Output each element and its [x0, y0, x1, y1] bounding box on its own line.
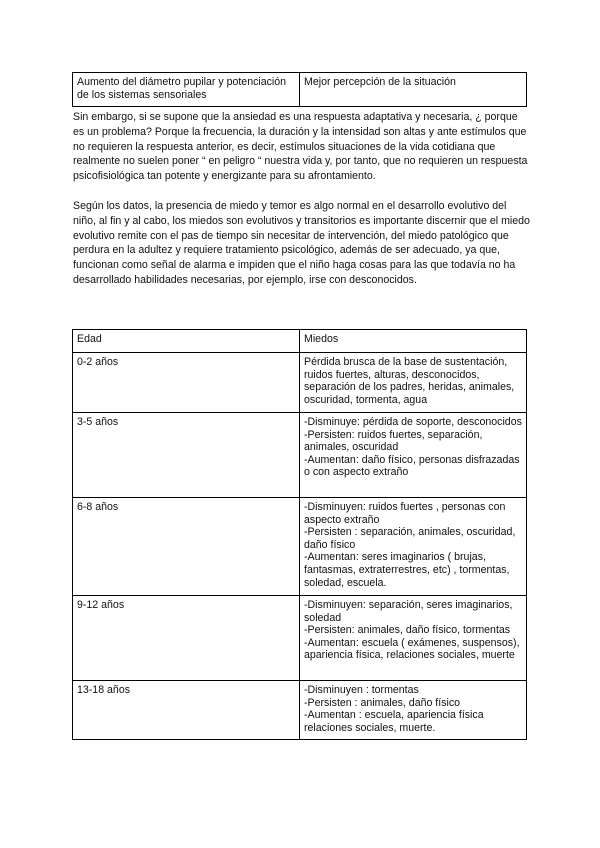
- header-fears: Miedos: [300, 330, 527, 353]
- age-cell: 13-18 años: [73, 681, 300, 740]
- fears-line: -Aumentan: seres imaginarios ( brujas, fantasmas, extraterrestres, etc) , tormentas, soledad, escuela.: [304, 551, 510, 589]
- age-cell: 6-8 años: [73, 498, 300, 596]
- table-row: [73, 353, 527, 413]
- fears-cell: [300, 498, 527, 596]
- fears-line: -Disminuyen: separación, seres imaginarios, soledad: [304, 599, 513, 624]
- age-cell: 9-12 años: [73, 596, 300, 681]
- fears-line: -Persisten : animales, daño físico: [304, 696, 461, 709]
- fears-cell: [300, 596, 527, 681]
- paragraph-anxiety: Sin embargo, si se supone que la ansiedad es una respuesta adaptativa y necesaria, ¿ porque es un problema? Porque la frecuencia, la duración y la intensidad son altas y ante estímulos que no requieren la respuesta anterior, es decir, estímulos situaciones de la vida cotidiana que realmente no suelen poner “ en peligro “ nuestra vida y, por tanto, que no requieren un respuesta psicofisiológica tan potente y energizante para su afrontamiento.: [73, 111, 528, 183]
- effect-cell: Mejor percepción de la situación: [300, 73, 527, 107]
- fears-line: Pérdida brusca de la base de sustentación, ruidos fuertes, alturas, desconocidos, separación de los padres, heridas, animales, oscuridad, tormenta, agua: [304, 356, 515, 406]
- fears-line: -Disminuyen: ruidos fuertes , personas con aspecto extraño: [304, 501, 506, 526]
- symptoms-table: [72, 72, 527, 107]
- fears-line: -Persisten: ruidos fuertes, separación, animales, oscuridad: [304, 428, 483, 454]
- age-cell: 0-2 años: [73, 353, 300, 413]
- table-row: [73, 498, 527, 596]
- fears-line: -Persisten : separación, animales, oscuridad, daño físico: [304, 526, 516, 551]
- fears-line: -Disminuye: pérdida de soporte, desconocidos: [304, 416, 522, 428]
- paragraph-fears: Según los datos, la presencia de miedo y temor es algo normal en el desarrollo evolutivo del niño, al fin y al cabo, los miedos son evolutivos y transitorios es importante discernir que el miedo evolutivo remite con el pas de tiempo sin necesitar de intervención, del miedo patológico que perdura en la adultez y requiere tratamiento psicológico, además de ser adecuado, ya que, funcionan como señal de alarma e impiden que el niño haga cosas para las que todavía no ha desarrollado habilidades necesarias, por ejemplo, irse con desconocidos.: [73, 200, 530, 286]
- table-row: [73, 73, 527, 107]
- fears-line: -Aumentan: daño físico, personas disfrazadas o con aspecto extraño: [304, 453, 520, 479]
- age-cell: 3-5 años: [73, 413, 300, 498]
- fears-line: -Persisten: animales, daño físico, tormentas: [304, 624, 511, 637]
- symptom-cell: Aumento del diámetro pupilar y potenciación de los sistemas sensoriales: [73, 73, 300, 107]
- fears-line: -Disminuyen : tormentas: [304, 684, 419, 696]
- table-row: [73, 413, 527, 498]
- table-row: [73, 596, 527, 681]
- table-row: [73, 681, 527, 740]
- fears-by-age-table: [72, 329, 527, 740]
- table-header-row: [73, 330, 527, 353]
- fears-line: -Aumentan: escuela ( exámenes, suspensos), apariencia física, relaciones sociales, muerte: [304, 636, 520, 662]
- fears-cell: [300, 413, 527, 498]
- header-age: Edad: [73, 330, 300, 353]
- fears-line: -Aumentan : escuela, apariencia física relaciones sociales, muerte.: [304, 709, 484, 734]
- fears-cell: [300, 681, 527, 740]
- fears-cell: [300, 353, 527, 413]
